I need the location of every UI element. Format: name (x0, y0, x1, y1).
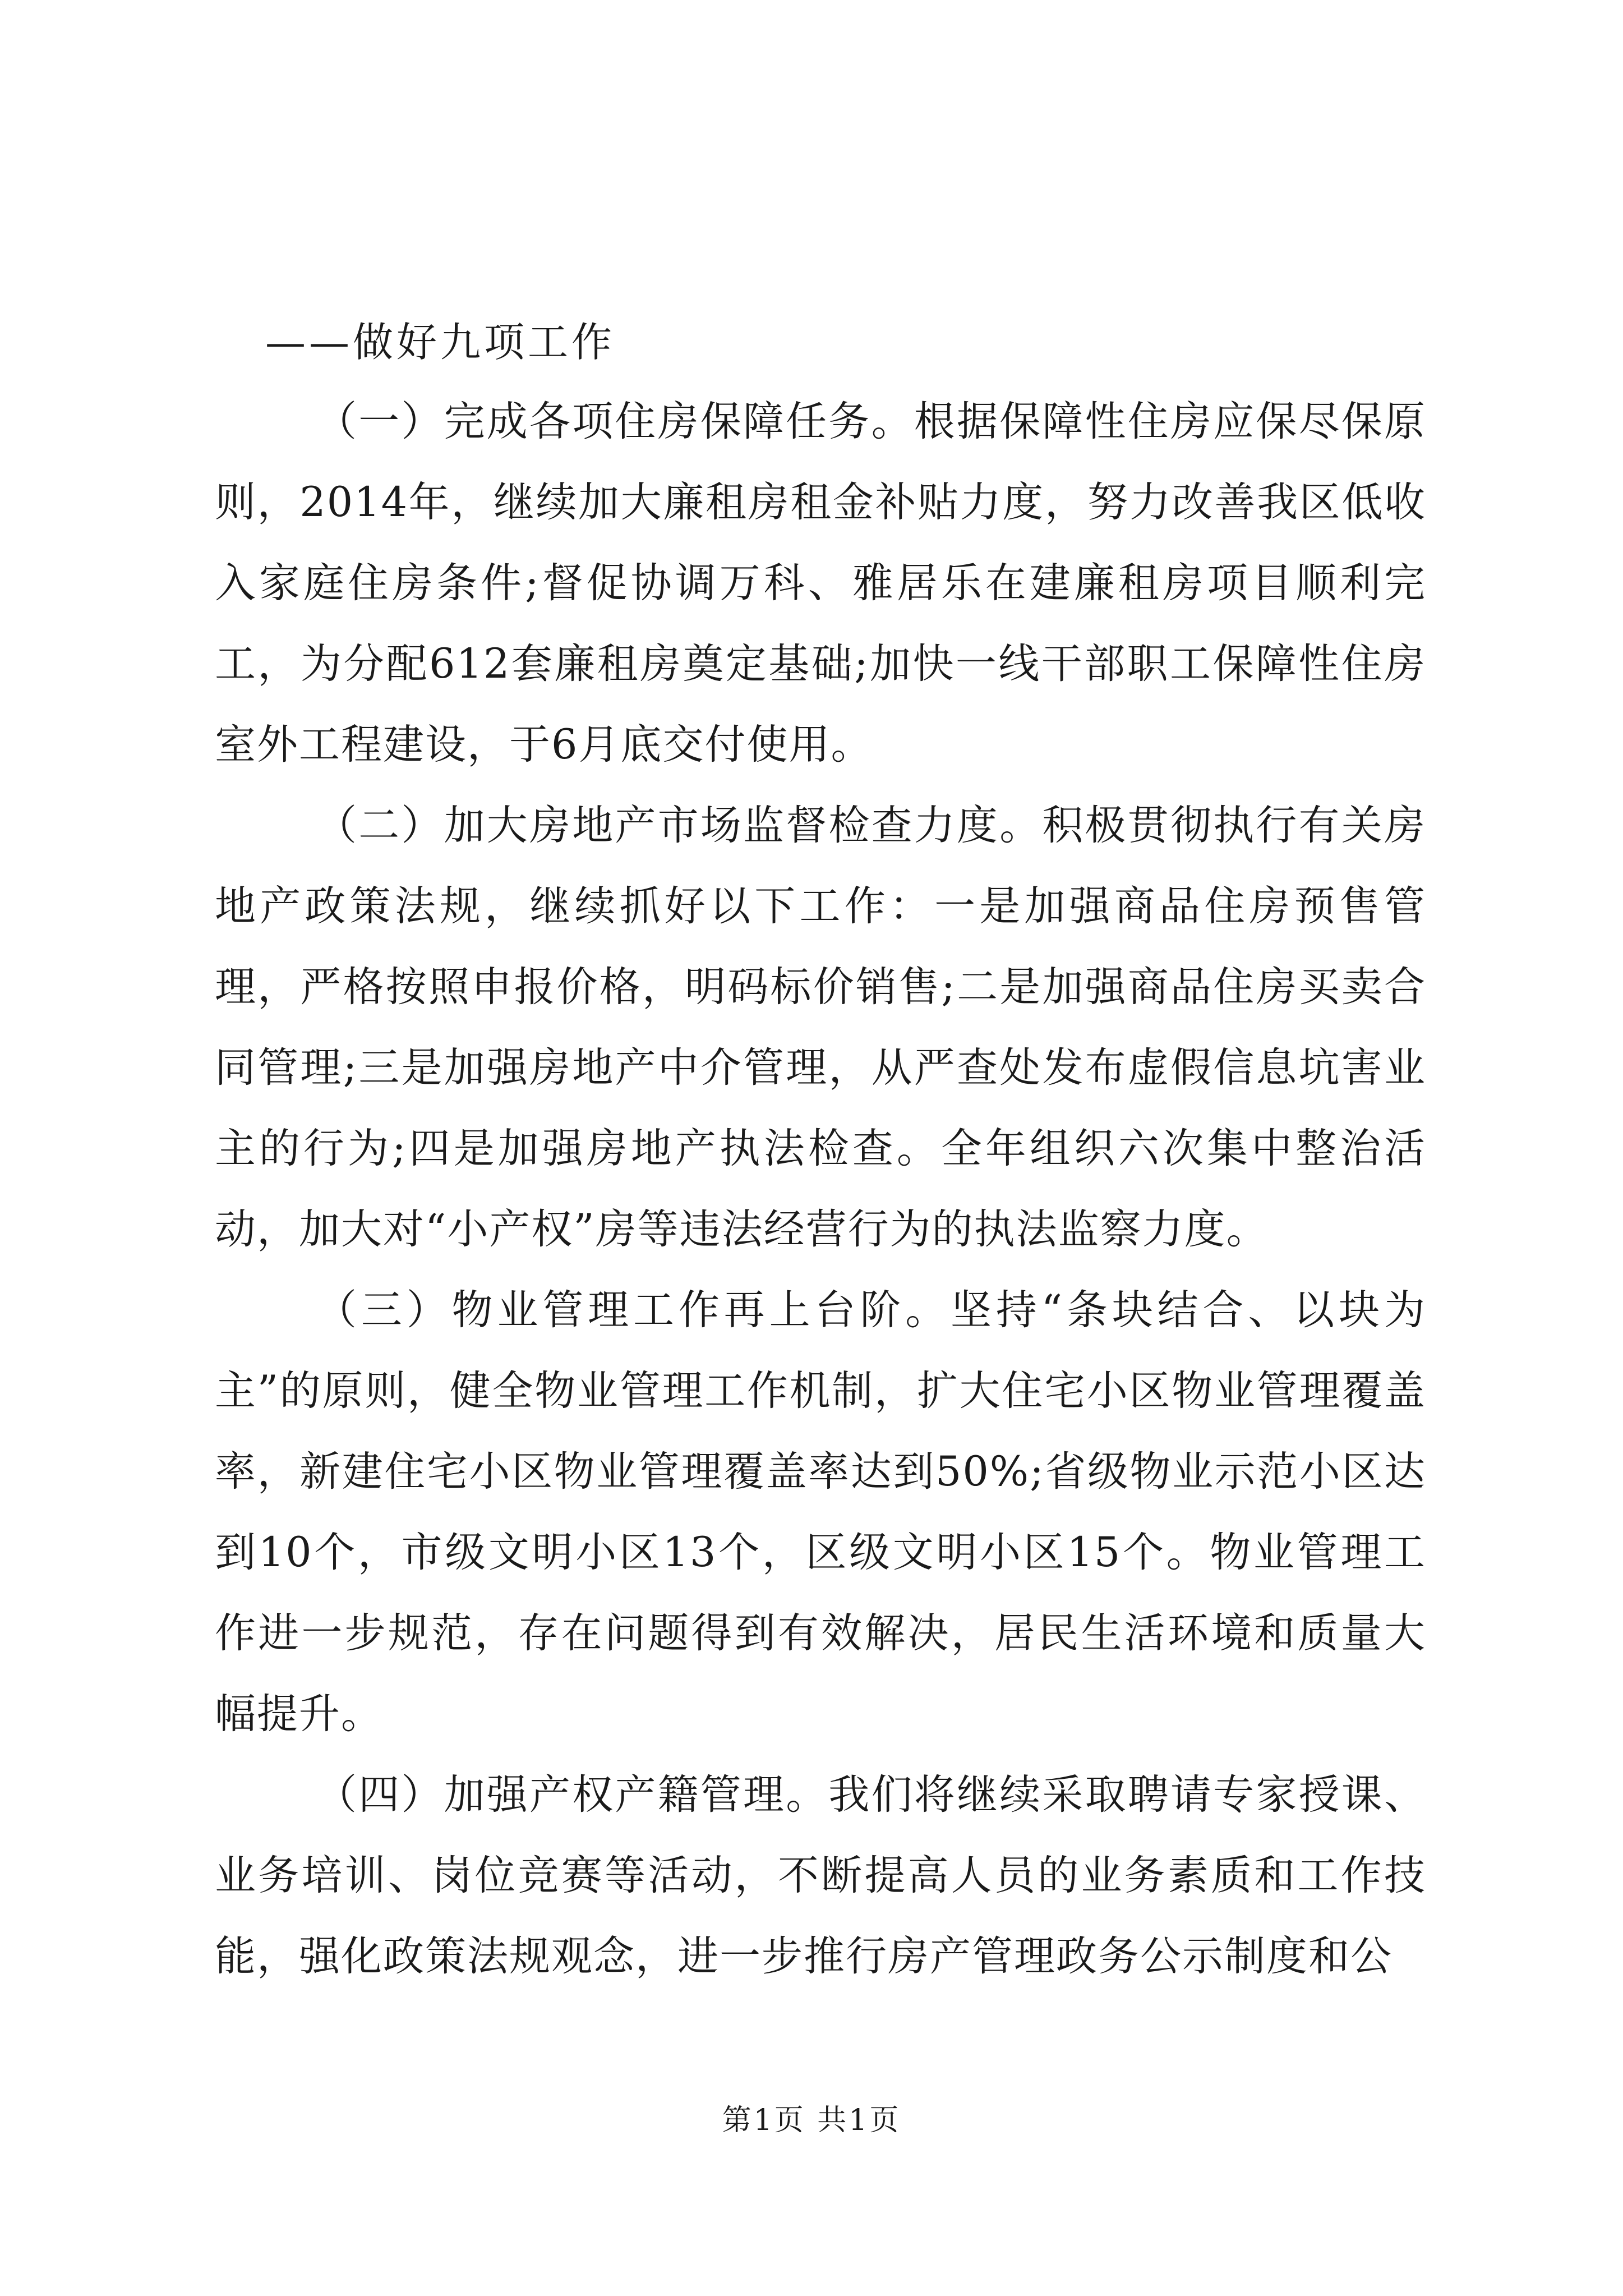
paragraph-4: （四）加强产权产籍管理。我们将继续采取聘请专家授课、业务培训、岗位竞赛等活动，不断提高人员的业务素质和工作技能，强化政策法规观念，进一步推行房产管理政务公示制度和公 (215, 1771, 1426, 1980)
page-footer: 第1页 共1页 (722, 2104, 901, 2137)
paragraph-1: （一）完成各项住房保障任务。根据保障性住房应保尽保原则，2014年，继续加大廉租房租金补贴力度，努力改善我区低收入家庭住房条件;督促协调万科、雅居乐在建廉租房项目顺利完工，为分配612套廉租房奠定基础;加快一线干部职工保障性住房室外工程建设，于6月底交付使用。 (215, 398, 1426, 769)
document-body (215, 303, 1426, 1997)
paragraph-3: （三）物业管理工作再上台阶。坚持“条块结合、以块为主”的原则，健全物业管理工作机制，扩大住宅小区物业管理覆盖率，新建住宅小区物业管理覆盖率达到50%;省级物业示范小区达到10个，市级文明小区13个，区级文明小区15个。物业管理工作进一步规范，存在问题得到有效解决，居民生活环境和质量大幅提升。 (215, 1286, 1426, 1738)
section-subtitle: ——做好九项工作 (265, 319, 616, 366)
paragraph-2: （二）加大房地产市场监督检查力度。积极贯彻执行有关房地产政策法规，继续抓好以下工作：一是加强商品住房预售管理，严格按照申报价格，明码标价销售;二是加强商品住房买卖合同管理;三是加强房地产中介管理，从严查处发布虚假信息坑害业主的行为;四是加强房地产执法检查。全年组织六次集中整治活动，加大对“小产权”房等违法经营行为的执法监察力度。 (215, 802, 1426, 1253)
